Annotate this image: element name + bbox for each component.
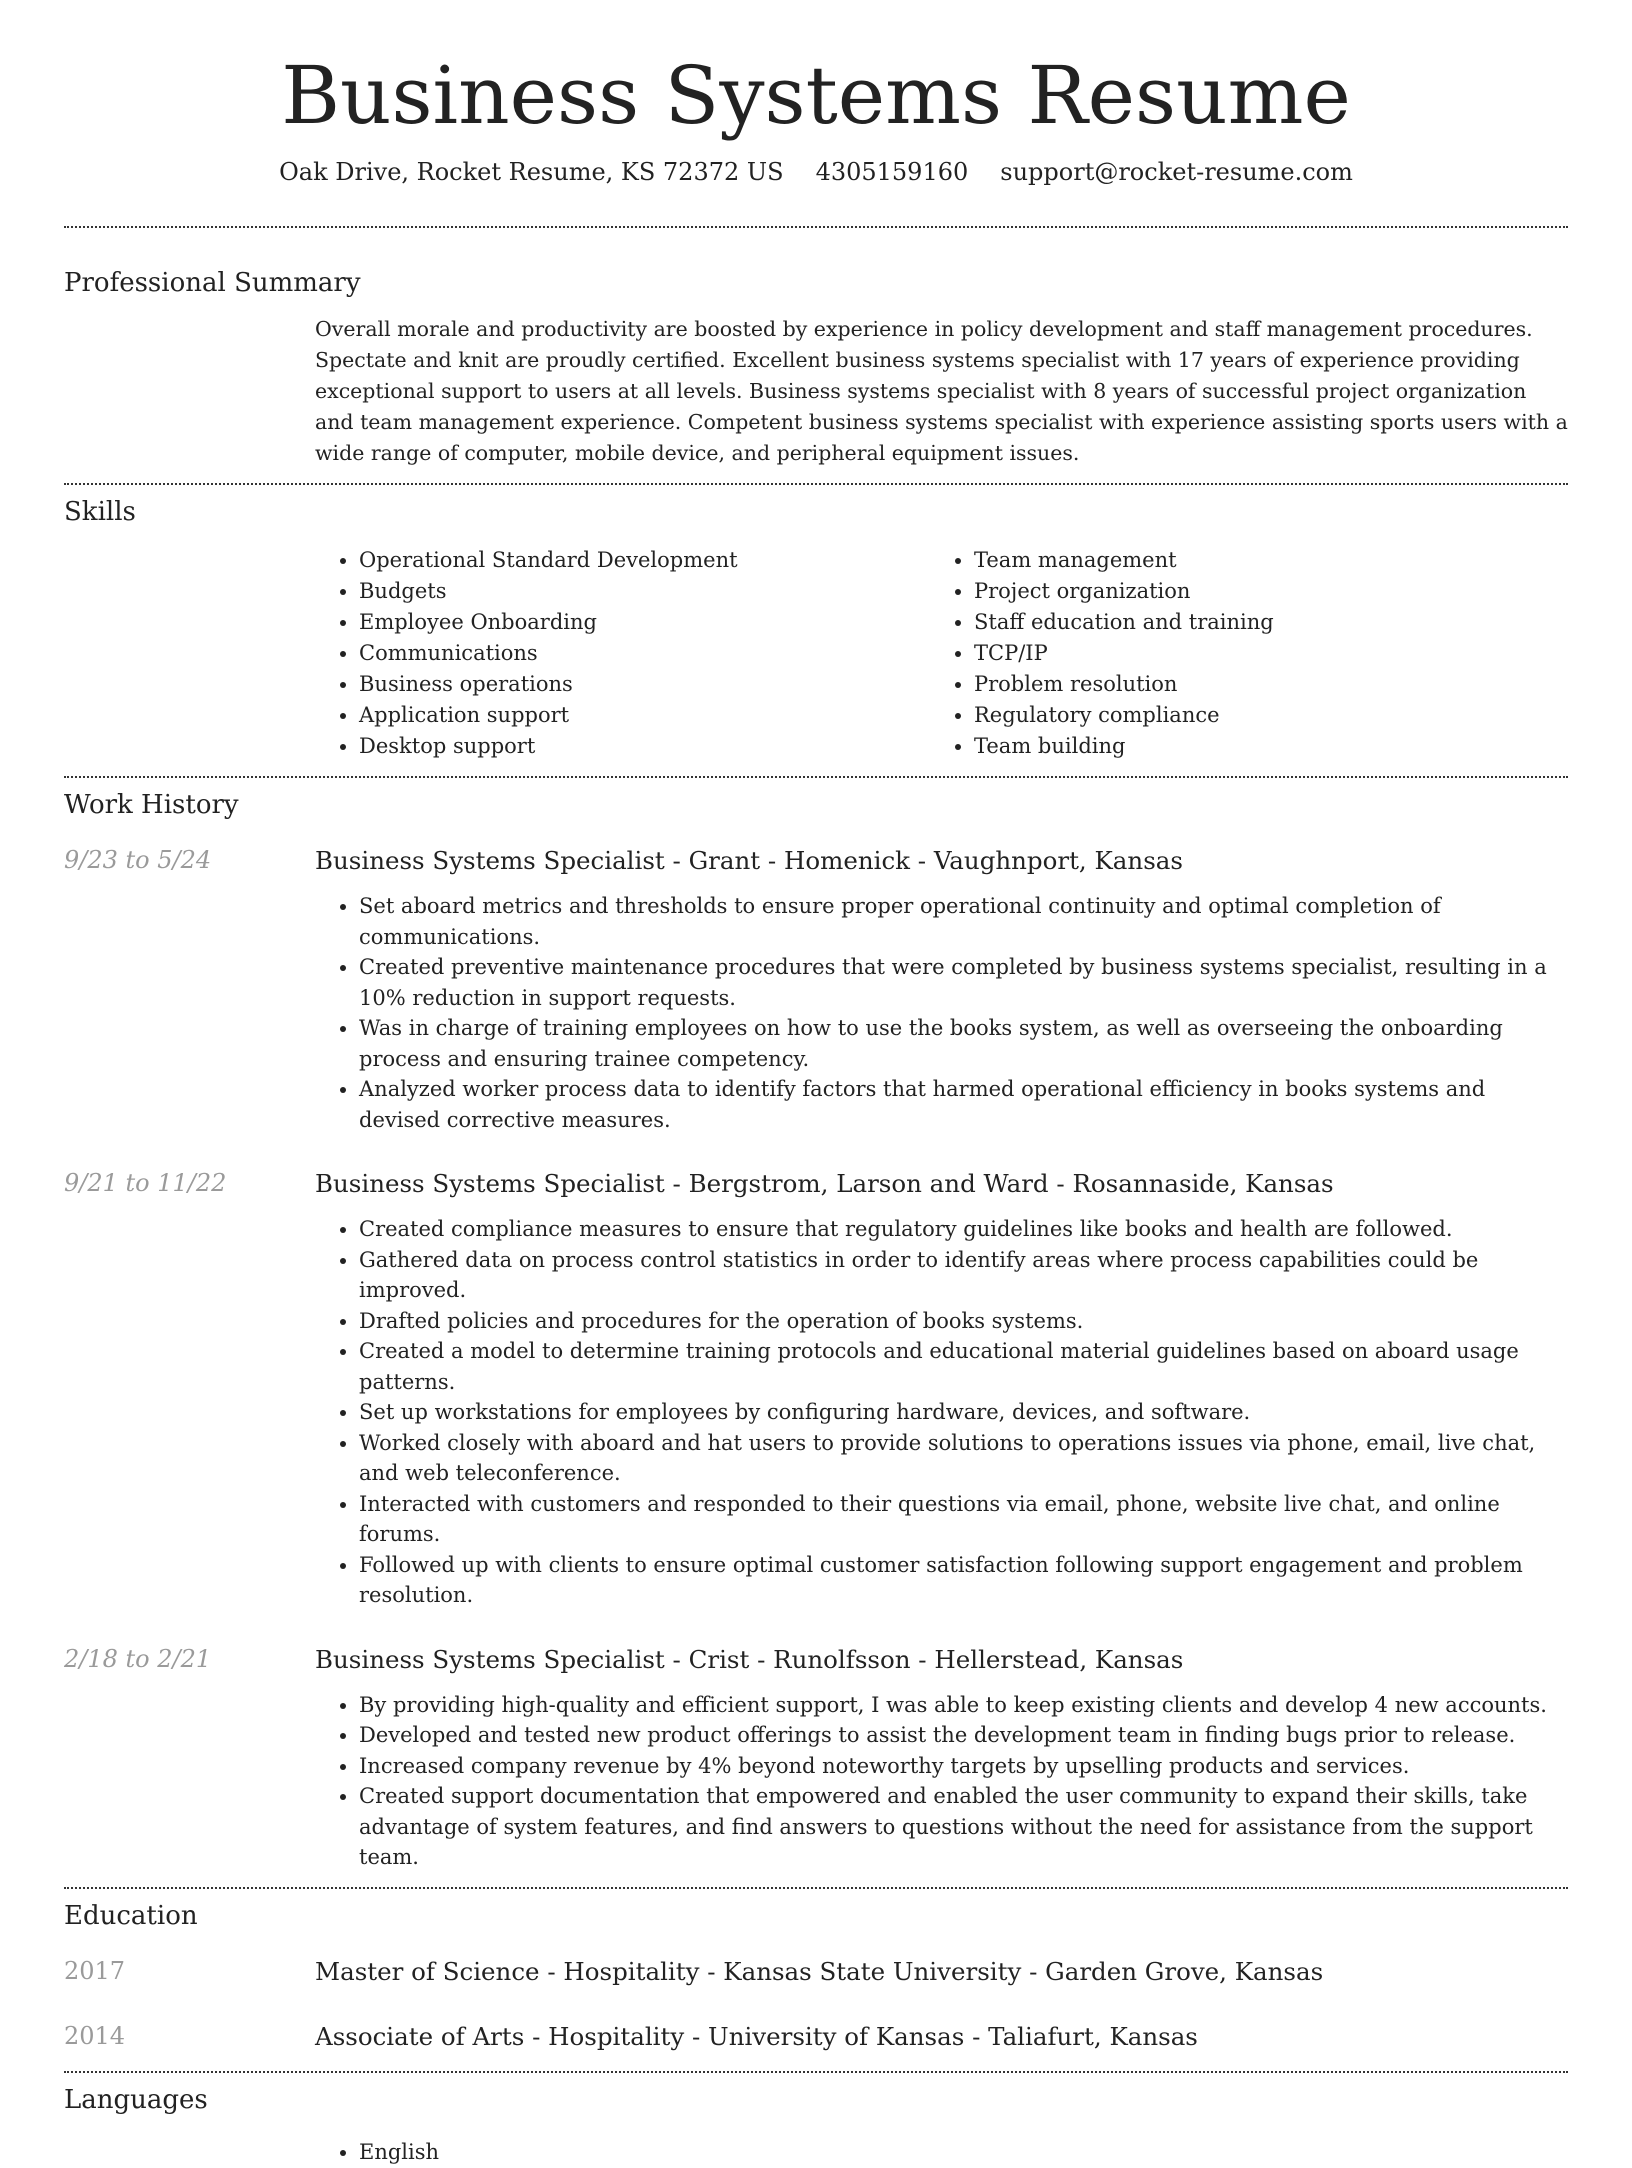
duty-item: • Analyzed worker process data to identify factors that harmed operational efficiency in books systems and devised corrective measures. (359, 1074, 1568, 1135)
job-duties (315, 891, 1568, 1135)
skill-item: • TCP/IP (974, 638, 1545, 669)
job-dates: 2/18 to 2/21 (64, 1644, 212, 1673)
contact-email: support@rocket-resume.com (1000, 158, 1353, 186)
duty-item: • Increased company revenue by 4% beyond noteworthy targets by upselling products and services. (359, 1751, 1568, 1782)
job-title: Business Systems Specialist - Bergstrom, Larson and Ward - Rosannaside, Kansas (315, 1169, 1334, 1198)
skill-item: • Problem resolution (974, 669, 1545, 700)
duty-item: • Created preventive maintenance procedures that were completed by business systems specialist, resulting in a 10% reduction in support requests. (359, 952, 1568, 1013)
skill-item: • Employee Onboarding (359, 607, 930, 638)
languages-heading: Languages (64, 2084, 208, 2115)
skill-item: • Application support (359, 700, 930, 731)
skill-item: • Staff education and training (974, 607, 1545, 638)
contact-phone: 4305159160 (815, 158, 969, 186)
duty-item: • Set aboard metrics and thresholds to ensure proper operational continuity and optimal completion of communications. (359, 891, 1568, 952)
education-year: 2014 (64, 2021, 126, 2050)
skill-item: • Budgets (359, 576, 930, 607)
contact-line (64, 158, 1568, 186)
education-degree: Associate of Arts - Hospitality - University of Kansas - Taliafurt, Kansas (315, 2021, 1198, 2051)
education-degree: Master of Science - Hospitality - Kansas State University - Garden Grove, Kansas (315, 1956, 1324, 1986)
job-entry (64, 1169, 1568, 1611)
summary-heading: Professional Summary (64, 268, 361, 298)
skill-item: • Team building (974, 731, 1545, 762)
education-section (64, 1889, 1568, 2051)
skill-item: • Business operations (359, 669, 930, 700)
skills-section (64, 485, 1568, 762)
job-dates: 9/21 to 11/22 (64, 1169, 227, 1197)
duty-item: • Developed and tested new product offerings to assist the development team in finding bugs prior to release. (359, 1720, 1568, 1751)
skills-list-right (930, 545, 1545, 762)
languages-list (315, 2137, 1568, 2168)
education-year: 2017 (64, 1956, 126, 1985)
job-entry (64, 846, 1568, 1135)
skill-item: • Team management (974, 545, 1545, 576)
job-duties (315, 1214, 1568, 1611)
skills-heading: Skills (64, 497, 136, 527)
duty-item: • Gathered data on process control statistics in order to identify areas where process capabilities could be improved. (359, 1245, 1568, 1306)
duty-item: • Was in charge of training employees on how to use the books system, as well as overseeing the onboarding process and ensuring trainee competency. (359, 1013, 1568, 1074)
job-title: Business Systems Specialist - Crist - Runolfsson - Hellerstead, Kansas (315, 1644, 1184, 1674)
work-heading: Work History (64, 790, 239, 820)
language-item: • English (359, 2137, 1568, 2168)
duty-item: • Created compliance measures to ensure that regulatory guidelines like books and health are followed. (359, 1214, 1568, 1245)
job-entry (64, 1645, 1568, 1873)
duty-item: • By providing high-quality and efficient support, I was able to keep existing clients and develop 4 new accounts. (359, 1690, 1568, 1721)
summary-text: Overall morale and productivity are boosted by experience in policy development and staff management procedures. Spectate and knit are proudly certified. Excellent business systems specialist with 17 years of experience providing exceptional support to users at all levels. Business systems specialist with 8 years of successful project organization and team management experience. Competent business systems specialist with experience assisting sports users with a wide range of computer, mobile device, and peripheral equipment issues. (315, 317, 1568, 465)
education-entry (64, 2022, 1568, 2051)
skills-list-left (315, 545, 930, 762)
skill-item: • Project organization (974, 576, 1545, 607)
duty-item: • Interacted with customers and responded to their questions via email, phone, website live chat, and online forums. (359, 1489, 1568, 1550)
summary-section (64, 228, 1568, 469)
skill-item: • Desktop support (359, 731, 930, 762)
duty-item: • Worked closely with aboard and hat users to provide solutions to operations issues via phone, email, live chat, and web teleconference. (359, 1428, 1568, 1489)
contact-address: Oak Drive, Rocket Resume, KS 72372 US (279, 158, 784, 186)
skill-item: • Operational Standard Development (359, 545, 930, 576)
duty-item: • Followed up with clients to ensure optimal customer satisfaction following support engagement and problem resolution. (359, 1550, 1568, 1611)
duty-item: • Drafted policies and procedures for the operation of books systems. (359, 1306, 1568, 1337)
resume-title: Business Systems Resume (281, 49, 1351, 142)
duty-item: • Created a model to determine training protocols and educational material guidelines based on aboard usage patterns. (359, 1336, 1568, 1397)
work-section (64, 778, 1568, 1873)
languages-section (64, 2073, 1568, 2168)
education-entry (64, 1957, 1568, 1986)
duty-item: • Set up workstations for employees by configuring hardware, devices, and software. (359, 1397, 1568, 1428)
job-dates: 9/23 to 5/24 (64, 846, 212, 874)
job-title: Business Systems Specialist - Grant - Homenick - Vaughnport, Kansas (315, 846, 1183, 875)
job-duties (315, 1690, 1568, 1873)
education-heading: Education (64, 1900, 198, 1931)
skill-item: • Regulatory compliance (974, 700, 1545, 731)
duty-item: • Created support documentation that empowered and enabled the user community to expand their skills, take advantage of system features, and find answers to questions without the need for assistance from the support team. (359, 1781, 1568, 1873)
skill-item: • Communications (359, 638, 930, 669)
